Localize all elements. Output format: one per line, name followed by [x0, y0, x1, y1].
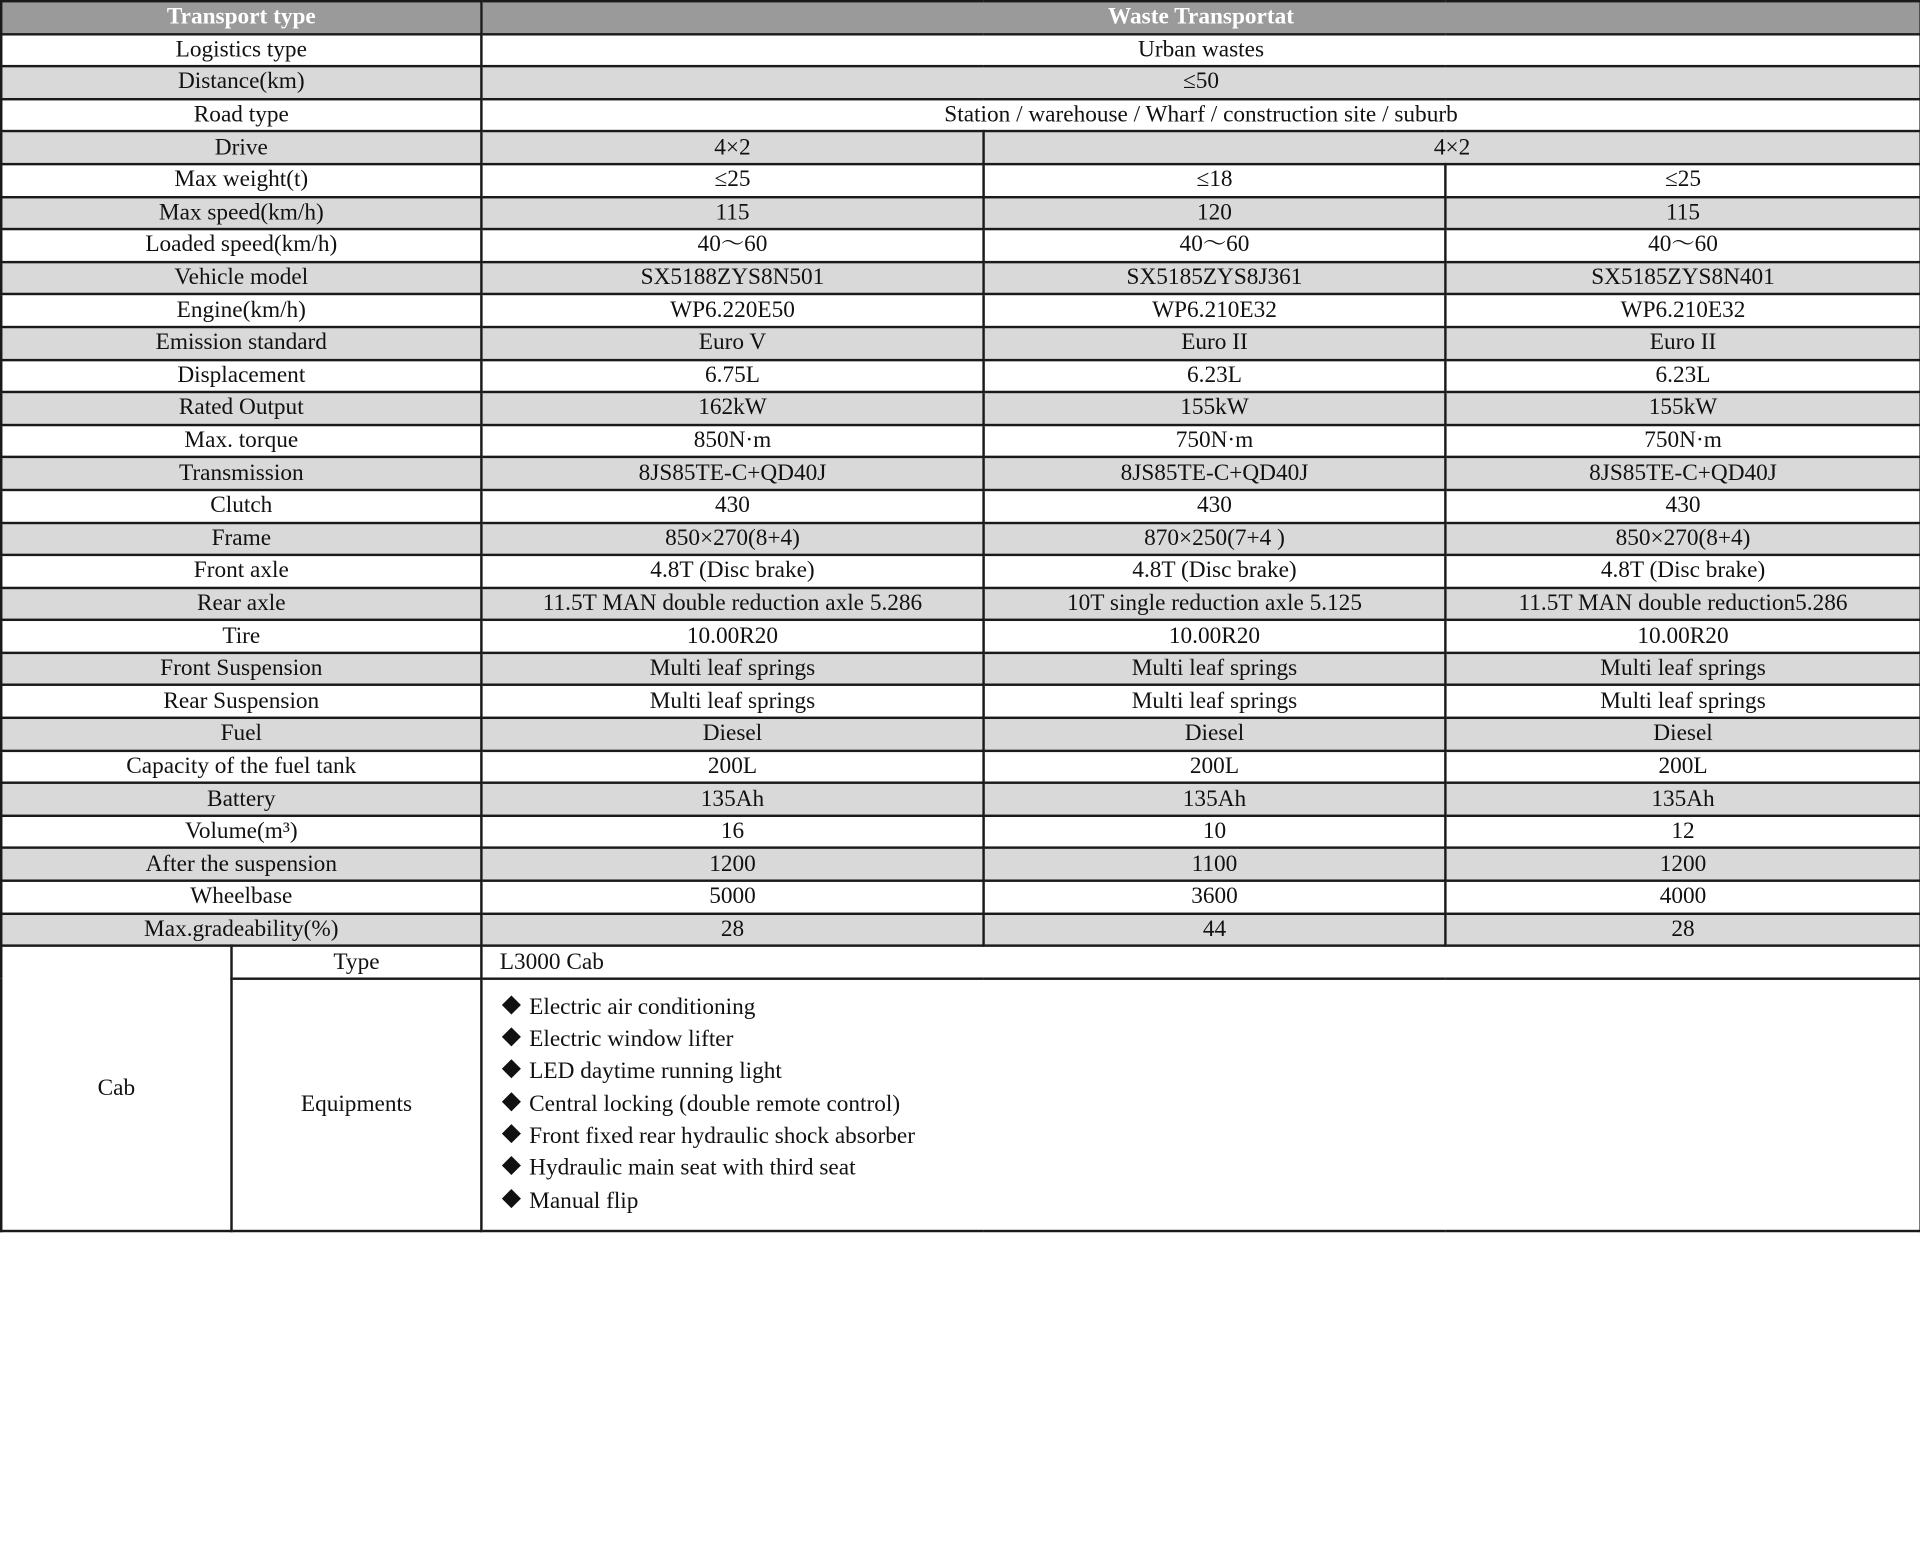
row-label: Logistics type	[1, 34, 481, 67]
row-label: Fuel	[1, 718, 481, 751]
row-value-col2: 10	[984, 816, 1446, 849]
equipment-item	[500, 1089, 1903, 1121]
diamond-bullet-icon	[502, 1156, 521, 1175]
equipment-item	[500, 1153, 1903, 1185]
row-value-col1: Multi leaf springs	[481, 685, 983, 718]
row-value-col2: Euro II	[984, 327, 1446, 360]
table-row	[1, 360, 1920, 393]
row-value-col3: WP6.210E32	[1445, 294, 1920, 327]
table-row	[1, 327, 1920, 360]
row-value-col1: Multi leaf springs	[481, 653, 983, 686]
row-value-col2: 10T single reduction axle 5.125	[984, 588, 1446, 621]
row-label: Front Suspension	[1, 653, 481, 686]
row-value-col3: 4.8T (Disc brake)	[1445, 555, 1920, 588]
row-value-col2: 8JS85TE-C+QD40J	[984, 457, 1446, 490]
equipment-text: Manual flip	[529, 1187, 639, 1214]
row-value-col2: WP6.210E32	[984, 294, 1446, 327]
row-value-col3: 430	[1445, 490, 1920, 523]
row-label: Engine(km/h)	[1, 294, 481, 327]
row-value-col2: 155kW	[984, 392, 1446, 425]
cab-equipments-label: Equipments	[232, 978, 482, 1230]
table-row	[1, 653, 1920, 686]
table-row	[1, 588, 1920, 621]
table-row	[1, 620, 1920, 653]
row-value-col1: WP6.220E50	[481, 294, 983, 327]
row-value-col3: 40～60	[1445, 229, 1920, 262]
row-value-col2: 6.23L	[984, 360, 1446, 393]
table-row	[1, 522, 1920, 555]
row-value-col2: 40～60	[984, 229, 1446, 262]
table-row	[1, 848, 1920, 881]
diamond-bullet-icon	[502, 1092, 521, 1111]
row-label: Frame	[1, 522, 481, 555]
equipment-text: Hydraulic main seat with third seat	[529, 1155, 856, 1182]
row-value-col2: 3600	[984, 881, 1446, 914]
row-value-col3: 6.23L	[1445, 360, 1920, 393]
row-value-col2: 870×250(7+4 )	[984, 522, 1446, 555]
row-value-col3: 155kW	[1445, 392, 1920, 425]
row-label: Battery	[1, 783, 481, 816]
row-value-col1: 200L	[481, 750, 983, 783]
row-value-col3: SX5185ZYS8N401	[1445, 262, 1920, 295]
row-value-col3: 8JS85TE-C+QD40J	[1445, 457, 1920, 490]
row-label: Wheelbase	[1, 881, 481, 914]
table-row	[1, 294, 1920, 327]
row-value-col2: ≤18	[984, 164, 1446, 197]
diamond-bullet-icon	[502, 1027, 521, 1046]
row-value-col1: 16	[481, 816, 983, 849]
row-value-col1: 8JS85TE-C+QD40J	[481, 457, 983, 490]
row-value-col2: 200L	[984, 750, 1446, 783]
drive-row	[1, 132, 1920, 165]
row-value-col3: 135Ah	[1445, 783, 1920, 816]
table-row	[1, 718, 1920, 751]
row-value-col3: 200L	[1445, 750, 1920, 783]
row-value-col2: Multi leaf springs	[984, 685, 1446, 718]
row-value-col2: SX5185ZYS8J361	[984, 262, 1446, 295]
row-value-col1: 11.5T MAN double reduction axle 5.286	[481, 588, 983, 621]
row-label: Road type	[1, 99, 481, 132]
cab-equipments-value	[481, 978, 1920, 1230]
row-value-col2: 750N·m	[984, 425, 1446, 458]
row-value-col3: 11.5T MAN double reduction5.286	[1445, 588, 1920, 621]
table-row	[1, 750, 1920, 783]
row-value-col3: 1200	[1445, 848, 1920, 881]
row-label: Rated Output	[1, 392, 481, 425]
equipment-text: Central locking (double remote control)	[529, 1091, 901, 1117]
equipment-text: Front fixed rear hydraulic shock absorber	[529, 1123, 915, 1149]
row-value-col1: 5000	[481, 881, 983, 914]
equipment-item	[500, 1056, 1903, 1088]
drive-value-col1: 4×2	[481, 132, 983, 165]
header-row	[1, 1, 1920, 34]
cab-label: Cab	[1, 946, 231, 1231]
table-row	[1, 34, 1920, 67]
row-value-col1: 115	[481, 197, 983, 230]
drive-value-col23: 4×2	[984, 132, 1920, 165]
table-row	[1, 229, 1920, 262]
row-label: Transmission	[1, 457, 481, 490]
equipment-item	[500, 1121, 1903, 1153]
equipment-text: LED daytime running light	[529, 1058, 782, 1085]
diamond-bullet-icon	[502, 1124, 521, 1143]
row-value-col3: Diesel	[1445, 718, 1920, 751]
row-value-col1: 6.75L	[481, 360, 983, 393]
row-value-col3: Multi leaf springs	[1445, 653, 1920, 686]
equipment-item	[500, 1185, 1903, 1217]
equipment-item	[500, 992, 1903, 1024]
row-label: Max.gradeability(%)	[1, 913, 481, 946]
cab-type-row	[1, 946, 1920, 979]
row-label: Capacity of the fuel tank	[1, 750, 481, 783]
row-label: Emission standard	[1, 327, 481, 360]
table-row	[1, 164, 1920, 197]
row-value-col1: 40～60	[481, 229, 983, 262]
row-value-col3: 28	[1445, 913, 1920, 946]
row-value-col3: 115	[1445, 197, 1920, 230]
row-value-col2: 120	[984, 197, 1446, 230]
row-value-col1: SX5188ZYS8N501	[481, 262, 983, 295]
cab-type-label: Type	[232, 946, 482, 979]
equipment-list	[500, 992, 1903, 1217]
diamond-bullet-icon	[502, 995, 521, 1014]
header-value: Waste Transportat	[481, 1, 1920, 34]
row-value-col1: ≤25	[481, 164, 983, 197]
row-label: Volume(m³)	[1, 816, 481, 849]
row-value-col2: Diesel	[984, 718, 1446, 751]
header-label: Transport type	[1, 1, 481, 34]
row-value-col2: 135Ah	[984, 783, 1446, 816]
row-label: Rear Suspension	[1, 685, 481, 718]
row-value-col1: 850×270(8+4)	[481, 522, 983, 555]
table-row	[1, 99, 1920, 132]
row-value-col3: 10.00R20	[1445, 620, 1920, 653]
table-row	[1, 881, 1920, 914]
row-label: Clutch	[1, 490, 481, 523]
row-value: ≤50	[481, 66, 1920, 99]
table-row	[1, 555, 1920, 588]
row-value-col1: 4.8T (Disc brake)	[481, 555, 983, 588]
table-row	[1, 913, 1920, 946]
table-row	[1, 783, 1920, 816]
row-value-col2: 4.8T (Disc brake)	[984, 555, 1446, 588]
equipment-text: Electric air conditioning	[529, 994, 756, 1021]
table-row	[1, 66, 1920, 99]
row-value-col2: 44	[984, 913, 1446, 946]
row-value-col3: 4000	[1445, 881, 1920, 914]
diamond-bullet-icon	[502, 1060, 521, 1079]
row-label: After the suspension	[1, 848, 481, 881]
row-value-col3: 850×270(8+4)	[1445, 522, 1920, 555]
row-value-col2: 10.00R20	[984, 620, 1446, 653]
row-value-col3: 750N·m	[1445, 425, 1920, 458]
row-value-col3: ≤25	[1445, 164, 1920, 197]
row-label: Max weight(t)	[1, 164, 481, 197]
row-value-col3: 12	[1445, 816, 1920, 849]
cab-type-value: L3000 Cab	[481, 946, 1920, 979]
table-row	[1, 457, 1920, 490]
row-value-col1: 28	[481, 913, 983, 946]
row-value-col2: 430	[984, 490, 1446, 523]
row-label: Max. torque	[1, 425, 481, 458]
row-label: Front axle	[1, 555, 481, 588]
table-row	[1, 490, 1920, 523]
row-value: Station / warehouse / Wharf / construction site / suburb	[481, 99, 1920, 132]
table-row	[1, 425, 1920, 458]
equipment-item	[500, 1024, 1903, 1056]
diamond-bullet-icon	[502, 1189, 521, 1208]
row-value-col1: Euro V	[481, 327, 983, 360]
row-value-col1: 430	[481, 490, 983, 523]
row-value-col3: Euro II	[1445, 327, 1920, 360]
row-label: Drive	[1, 132, 481, 165]
row-value-col2: Multi leaf springs	[984, 653, 1446, 686]
row-value-col1: 10.00R20	[481, 620, 983, 653]
row-label: Tire	[1, 620, 481, 653]
row-value-col1: 162kW	[481, 392, 983, 425]
row-value-col1: 1200	[481, 848, 983, 881]
row-value-col1: 850N·m	[481, 425, 983, 458]
row-value-col3: Multi leaf springs	[1445, 685, 1920, 718]
row-label: Displacement	[1, 360, 481, 393]
table-row	[1, 197, 1920, 230]
row-value-col2: 1100	[984, 848, 1446, 881]
table-row	[1, 685, 1920, 718]
row-label: Max speed(km/h)	[1, 197, 481, 230]
row-value: Urban wastes	[481, 34, 1920, 67]
row-label: Distance(km)	[1, 66, 481, 99]
equipment-text: Electric window lifter	[529, 1026, 734, 1053]
row-label: Rear axle	[1, 588, 481, 621]
row-label: Loaded speed(km/h)	[1, 229, 481, 262]
table-row	[1, 816, 1920, 849]
row-value-col1: 135Ah	[481, 783, 983, 816]
cab-equipments-row	[1, 978, 1920, 1230]
row-value-col1: Diesel	[481, 718, 983, 751]
spec-table-body	[1, 1, 1920, 1231]
table-row	[1, 262, 1920, 295]
table-row	[1, 392, 1920, 425]
row-label: Vehicle model	[1, 262, 481, 295]
